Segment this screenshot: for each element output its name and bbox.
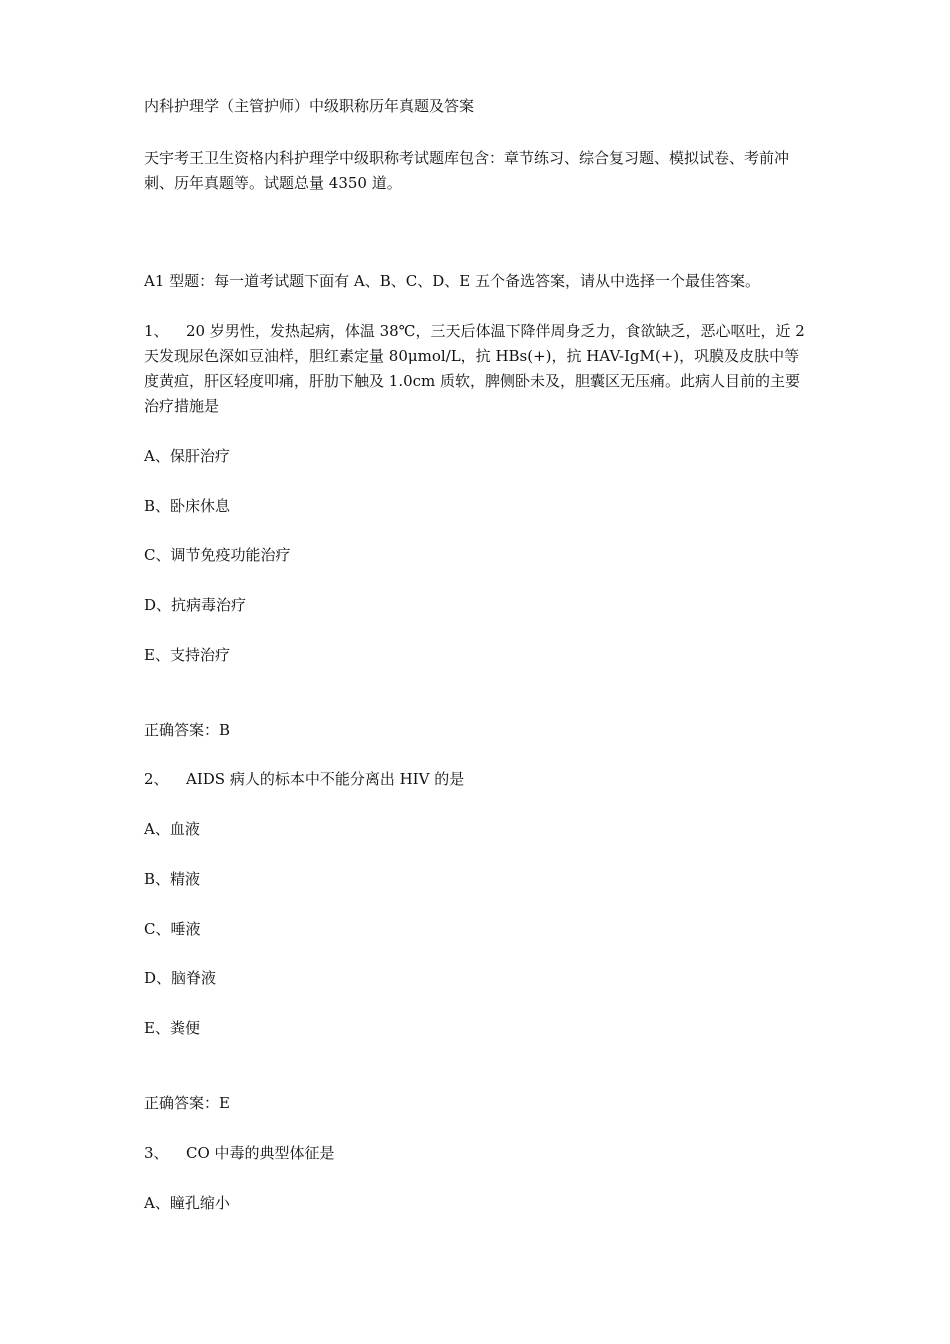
question-3: [144, 1141, 814, 1166]
question-2-option-b: B、精液: [144, 870, 201, 888]
question-1-option-a: A、保肝治疗: [144, 447, 230, 465]
question-1-answer: 正确答案：B: [144, 721, 231, 739]
question-3-stem: CO 中毒的典型体征是: [186, 1144, 335, 1162]
question-1: [144, 319, 814, 419]
question-2-option-a: A、血液: [144, 820, 200, 838]
section-heading: A1 型题：每一道考试题下面有 A、B、C、D、E 五个备选答案，请从中选择一个最佳答案。: [144, 272, 760, 290]
question-2: [144, 767, 814, 792]
question-2-option-c: C、唾液: [144, 920, 201, 938]
question-1-option-d: D、抗病毒治疗: [144, 596, 247, 614]
question-1-option-c: C、调节免疫功能治疗: [144, 546, 291, 564]
question-1-option-b: B、卧床休息: [144, 497, 231, 515]
question-1-stem: 20 岁男性，发热起病，体温 38℃，三天后体温下降伴周身乏力，食欲缺乏，恶心呕吐，近 2 天发现尿色深如豆油样，胆红素定量 80μmol/L，抗 HBs(+)，抗 HAV-IgM(+)，巩膜及皮肤中等度黄疸，肝区轻度叩痛，肝肋下触及 1.0cm 质软，脾侧卧未及，胆囊区无压痛。此病人目前的主要治疗措施是: [144, 322, 810, 415]
document-title: 内科护理学（主管护师）中级职称历年真题及答案: [144, 97, 475, 115]
question-2-answer: 正确答案：E: [144, 1094, 230, 1112]
question-3-option-a: A、瞳孔缩小: [144, 1194, 230, 1212]
question-3-number: 3、: [144, 1144, 169, 1162]
question-2-option-d: D、脑脊液: [144, 969, 217, 987]
question-1-number: 1、: [144, 322, 169, 340]
question-1-option-e: E、支持治疗: [144, 646, 230, 664]
intro-paragraph: 天宇考王卫生资格内科护理学中级职称考试题库包含：章节练习、综合复习题、模拟试卷、考前冲刺、历年真题等。试题总量 4350 道。: [144, 149, 790, 192]
question-2-stem: AIDS 病人的标本中不能分离出 HIV 的是: [186, 770, 465, 788]
question-2-number: 2、: [144, 770, 169, 788]
question-2-option-e: E、粪便: [144, 1019, 200, 1037]
